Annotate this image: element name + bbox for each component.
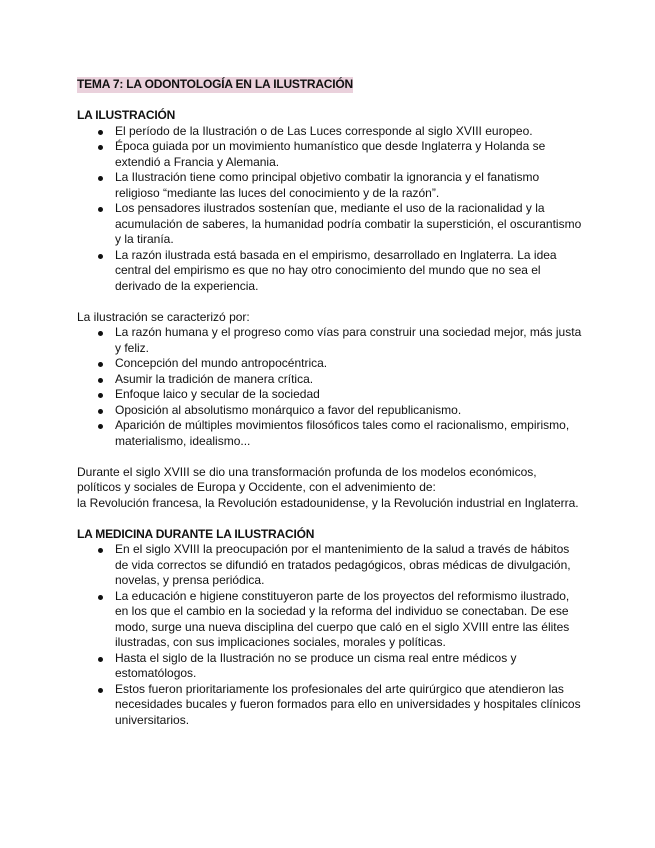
bullet-icon xyxy=(98,145,103,150)
bullet-icon xyxy=(98,207,103,212)
paragraph-revolutions: la Revolución francesa, la Revolución estadounidense, y la Revolución industrial en Inglaterra. xyxy=(77,495,579,510)
list-item xyxy=(77,170,582,201)
list-item-text: En el siglo XVIII la preocupación por el mantenimiento de la salud a través de hábitos de vida correctos se difundió en tratados pedagógicos, obras médicas de divulgación, novelas, y prensa periódica. xyxy=(115,542,571,587)
list-item-text: La Ilustración tiene como principal objetivo combatir la ignorancia y el fanatismo religioso “mediante las luces del conocimiento y de la razón”. xyxy=(115,170,540,200)
list-item-text: Concepción del mundo antropocéntrica. xyxy=(115,356,328,370)
list-item xyxy=(77,201,582,248)
list-item-text: La educación e higiene constituyeron parte de los proyectos del reformismo ilustrado, en los que el cambio en la sociedad y la reforma del individuo se conectaban. De ese modo, surge una nueva disciplina del cuerpo que caló en el siglo XVIII entre las élites ilustradas, con sus implicaciones sociales, morales y políticas. xyxy=(115,588,570,649)
list-item xyxy=(77,542,582,589)
list-item-text: Hasta el siglo de la Ilustración no se produce un cisma real entre médicos y estomatólogos. xyxy=(115,650,517,680)
bullet-icon xyxy=(98,548,103,553)
bullet-icon xyxy=(98,424,103,429)
list-item-text: Los pensadores ilustrados sostenían que, mediante el uso de la racionalidad y la acumulación de saberes, la humanidad podría combatir la superstición, el oscurantismo y la tiranía. xyxy=(115,201,582,246)
list-item xyxy=(77,387,582,403)
list-item xyxy=(77,372,582,388)
bullet-icon xyxy=(98,688,103,693)
bullet-icon xyxy=(98,254,103,259)
document-page xyxy=(77,77,582,728)
list-item-text: La razón ilustrada está basada en el empirismo, desarrollado en Inglaterra. La idea central del empirismo es que no hay otro conocimiento del mundo que no sea el derivado de la experiencia. xyxy=(115,247,557,293)
list-item xyxy=(77,248,582,295)
list-item xyxy=(77,418,582,449)
list-item xyxy=(77,403,582,419)
list-item-text: La razón humana y el progreso como vías para construir una sociedad mejor, más justa y feliz. xyxy=(115,325,582,355)
characteristics-intro: La ilustración se caracterizó por: xyxy=(77,309,250,324)
characteristics-list xyxy=(77,325,582,449)
bullet-icon xyxy=(98,595,103,600)
bullet-icon xyxy=(98,130,103,135)
list-item xyxy=(77,651,582,682)
bullet-icon xyxy=(98,378,103,383)
bullet-icon xyxy=(98,393,103,398)
bullet-icon xyxy=(98,362,103,367)
bullet-icon xyxy=(98,657,103,662)
list-item xyxy=(77,325,582,356)
medicina-list xyxy=(77,542,582,728)
list-item xyxy=(77,682,582,729)
bullet-icon xyxy=(98,176,103,181)
list-item xyxy=(77,589,582,651)
list-item-text: Estos fueron prioritariamente los profesionales del arte quirúrgico que atendieron las necesidades bucales y fueron formados para ello en universidades y hospitales clínicos universitarios. xyxy=(115,681,581,727)
ilustracion-list xyxy=(77,124,582,295)
list-item xyxy=(77,356,582,372)
list-item-text: Aparición de múltiples movimientos filosóficos tales como el racionalismo, empirismo, materialismo, idealismo... xyxy=(115,418,570,448)
paragraph-transformation: Durante el siglo XVIII se dio una transformación profunda de los modelos económicos, políticos y sociales de Europa y Occidente, con el advenimiento de: xyxy=(77,464,537,494)
list-item xyxy=(77,139,582,170)
list-item xyxy=(77,124,582,140)
section-heading-medicina: LA MEDICINA DURANTE LA ILUSTRACIÓN xyxy=(77,526,315,541)
list-item-text: Época guiada por un movimiento humanístico que desde Inglaterra y Holanda se extendió a Francia y Alemania. xyxy=(115,139,546,169)
list-item-text: Enfoque laico y secular de la sociedad xyxy=(115,387,320,401)
list-item-text: Asumir la tradición de manera crítica. xyxy=(115,371,314,386)
section-heading-ilustracion: LA ILUSTRACIÓN xyxy=(77,108,176,122)
list-item-text: El período de la Ilustración o de Las Luces corresponde al siglo XVIII europeo. xyxy=(115,123,533,138)
document-title: TEMA 7: LA ODONTOLOGÍA EN LA ILUSTRACIÓN xyxy=(77,77,353,91)
list-item-text: Oposición al absolutismo monárquico a favor del republicanismo. xyxy=(115,402,462,417)
bullet-icon xyxy=(98,409,103,414)
bullet-icon xyxy=(98,331,103,336)
